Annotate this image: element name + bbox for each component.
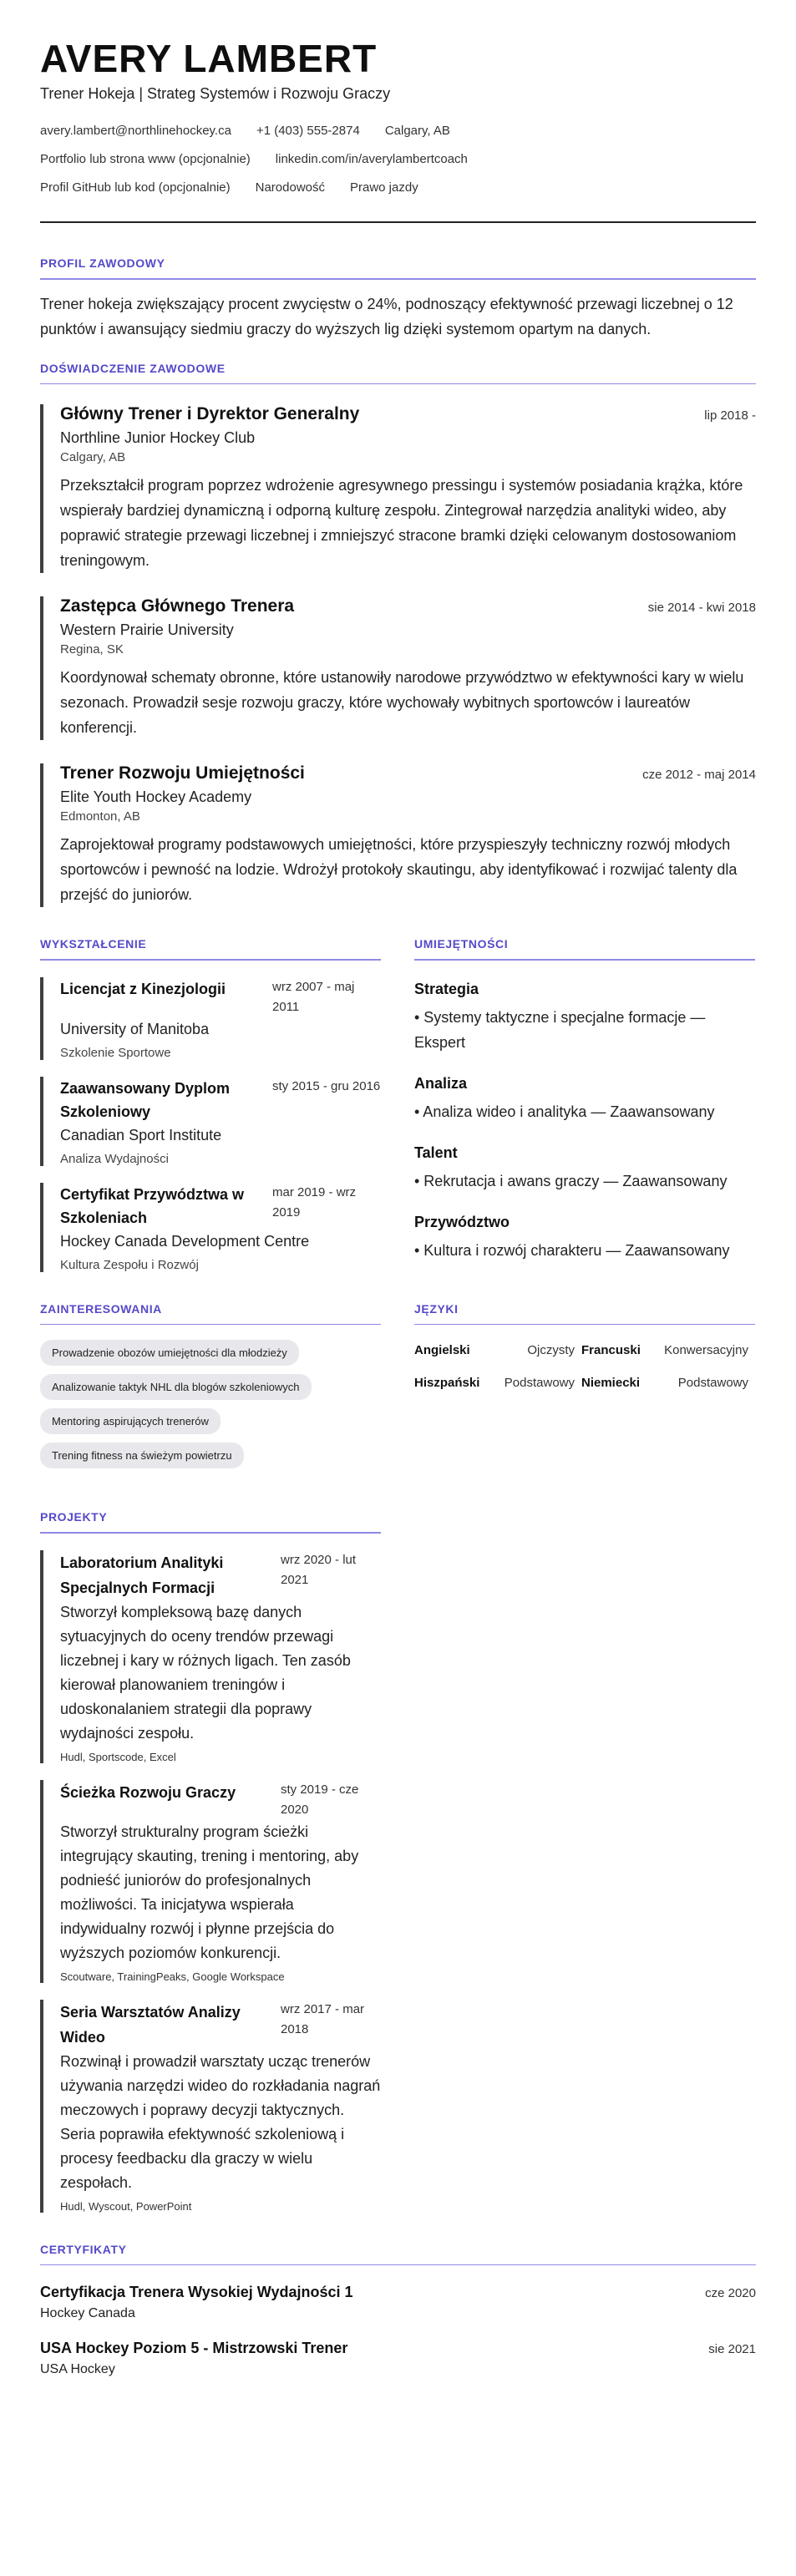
job-title: Zastępca Głównego Trenera [60, 596, 295, 616]
skill-category: Przywództwo [414, 1213, 510, 1230]
summary-text: Trener hokeja zwiększający procent zwycięstw o 24%, podnoszący efektywność przewagi liczebnej o 12 punktów i awansujący siedmiu graczy do wyższych lig dzięki systemom opartym na danych. [40, 295, 733, 337]
education-entry [40, 1077, 381, 1166]
nationality-text: Narodowość [255, 180, 325, 195]
project-entry [40, 1780, 381, 1983]
job-description: Zaprojektował programy podstawowych umiejętności, które przyspieszyły techniczny rozwój młodych sportowców i pewność na lodzie. Wdrożył protokoły skautingu, aby identyfikować i rozwijać talenty dla przejść do juniorów. [60, 836, 738, 903]
skill-item: • Systemy taktyczne i specjalne formacje — Ekspert [414, 1008, 706, 1051]
job-location: Edmonton, AB [60, 809, 140, 824]
language-level: Ojczysty [527, 1343, 575, 1357]
certification-title: USA Hockey Poziom 5 - Mistrzowski Trener [40, 2340, 348, 2356]
location-text: Calgary, AB [384, 123, 450, 138]
certifications-section [40, 2243, 756, 2378]
education-org: University of Manitoba [60, 1020, 210, 1037]
section-title: DOŚWIADCZENIE ZAWODOWE [40, 361, 226, 375]
experience-section [40, 362, 756, 908]
project-date: wrz 2017 - mar 2018 [281, 2001, 365, 2036]
project-date: sty 2019 - cze 2020 [281, 1782, 359, 1817]
header-divider [40, 221, 756, 223]
interest-tag: Analizowanie taktyk NHL dla blogów szkoleniowych [40, 1374, 312, 1400]
certification-entry [40, 2340, 756, 2377]
project-entry [40, 1550, 381, 1763]
skill-item: • Analiza wideo i analityka — Zaawansowany [414, 1103, 715, 1120]
linkedin-link[interactable]: linkedin.com/in/averylambertcoach [275, 151, 468, 166]
education-skills-row [40, 937, 756, 1272]
portfolio-link[interactable]: Portfolio lub strona www (opcjonalnie) [40, 151, 251, 166]
education-date: sty 2015 - gru 2016 [272, 1078, 381, 1093]
job-entry [40, 404, 756, 573]
language-level: Konwersacyjny [664, 1343, 748, 1357]
skill-item: • Kultura i rozwój charakteru — Zaawansowany [414, 1241, 730, 1259]
project-description: Rozwinął i prowadził warsztaty ucząc trenerów używania narzędzi wideo do rozkładania nagrań meczowych i poprawy decyzji taktycznych. Seria poprawiła efektywność szkoleniową i procesy feedbacku dla graczy w wielu zespołach. [60, 2052, 381, 2191]
section-title: PROJEKTY [40, 1510, 108, 1524]
certification-date: cze 2020 [705, 2286, 756, 2300]
project-entry [40, 2000, 381, 2213]
section-title: WYKSZTAŁCENIE [40, 937, 147, 951]
certification-entry [40, 2284, 756, 2321]
project-tools: Hudl, Sportscode, Excel [60, 1750, 176, 1763]
skills-section [414, 937, 755, 1272]
section-divider [40, 383, 756, 385]
education-date: mar 2019 - wrz 2019 [272, 1184, 357, 1220]
job-org: Elite Youth Hockey Academy [60, 789, 252, 805]
driving-license-text: Prawo jazdy [350, 180, 418, 195]
skill-item: • Rekrutacja i awans graczy — Zaawansowany [414, 1172, 728, 1189]
education-title: Licencjat z Kinezjologii [60, 980, 226, 997]
interest-tag: Mentoring aspirujących trenerów [40, 1408, 221, 1434]
certification-title: Certyfikacja Trenera Wysokiej Wydajności 1 [40, 2284, 353, 2300]
job-org: Western Prairie University [60, 621, 234, 638]
education-title: Zaawansowany Dyplom Szkoleniowy [60, 1079, 231, 1120]
language-level: Podstawowy [504, 1376, 575, 1390]
job-location: Calgary, AB [60, 450, 126, 464]
job-entry [40, 763, 756, 907]
section-title: JĘZYKI [414, 1301, 459, 1316]
job-title: Główny Trener i Dyrektor Generalny [60, 404, 360, 423]
section-divider [414, 1324, 755, 1326]
job-description: Przekształcił program poprzez wdrożenie agresywnego pressingu i systemów posiadania krążka, które wspierały bardziej dynamiczną i odporną kulturę zespołu. Zintegrował narzędzia analityki wideo, aby poprawić strategie przewagi liczebnej i zmniejszyć stracone bramki dzięki celowanym dostosowaniom treningowym. [60, 477, 743, 569]
job-date: cze 2012 - maj 2014 [642, 768, 756, 782]
language-name: Francuski [581, 1343, 641, 1357]
education-section [40, 937, 381, 1272]
language-name: Niemiecki [581, 1376, 641, 1390]
section-divider [40, 1532, 381, 1534]
candidate-name: AVERY LAMBERT [40, 37, 378, 80]
section-divider [40, 1324, 381, 1326]
certification-date: sie 2021 [708, 2342, 756, 2356]
section-title: CERTYFIKATY [40, 2242, 127, 2256]
certification-org: USA Hockey [40, 2362, 115, 2376]
section-divider [40, 2264, 756, 2266]
interests-section [40, 1302, 381, 1478]
section-divider [40, 278, 756, 280]
section-title: UMIEJĘTNOŚCI [414, 937, 509, 951]
interest-tag: Trening fitness na świeżym powietrzu [40, 1443, 244, 1468]
skill-category: Talent [414, 1143, 458, 1161]
phone-text: +1 (403) 555-2874 [256, 123, 360, 138]
candidate-tagline: Trener Hokeja | Strateg Systemów i Rozwoju Graczy [40, 85, 391, 102]
education-entry [40, 1183, 381, 1272]
education-org: Canadian Sport Institute [60, 1126, 222, 1143]
summary-section [40, 256, 756, 342]
skill-category: Strategia [414, 980, 479, 997]
certification-org: Hockey Canada [40, 2306, 135, 2320]
languages-section [414, 1302, 755, 1478]
project-title: Ścieżka Rozwoju Graczy [60, 1783, 236, 1801]
job-description: Koordynował schematy obronne, które ustanowiły narodowe przywództwo w efektywności kary w wielu sezonach. Prowadził sesje rozwoju graczy, które wychowały wybitnych sportowców i laureatów konferencji. [60, 669, 744, 736]
project-title: Seria Warsztatów Analizy Wideo [60, 2003, 241, 2046]
language-level: Podstawowy [677, 1376, 748, 1390]
education-org: Hockey Canada Development Centre [60, 1232, 310, 1250]
contact-block [40, 116, 756, 201]
section-divider [40, 959, 381, 961]
education-date: wrz 2007 - maj 2011 [272, 979, 355, 1014]
project-description: Stworzył strukturalny program ścieżki integrujący skauting, trening i mentoring, aby podnieść juniorów do profesjonalnych możliwości. Ta inicjatywa wspierała indywidualny rozwój i płynne przejścia do wyższych poziomów konkurencji. [60, 1823, 359, 1961]
language-name: Angielski [414, 1343, 470, 1357]
section-title: PROFIL ZAWODOWY [40, 256, 165, 270]
skill-category: Analiza [414, 1074, 468, 1092]
job-location: Regina, SK [60, 642, 124, 657]
project-title: Laboratorium Analityki Specjalnych Formacji [60, 1554, 224, 1596]
section-title: ZAINTERESOWANIA [40, 1301, 162, 1316]
interests-languages-row [40, 1302, 756, 1478]
education-note: Kultura Zespołu i Rozwój [60, 1257, 199, 1272]
education-title: Certyfikat Przywództwa w Szkoleniach [60, 1185, 245, 1226]
education-note: Analiza Wydajności [60, 1151, 169, 1166]
project-date: wrz 2020 - lut 2021 [281, 1552, 357, 1587]
email-link[interactable]: avery.lambert@northlinehockey.ca [40, 123, 231, 138]
section-divider [414, 959, 755, 961]
education-entry [40, 977, 381, 1060]
projects-section [40, 1510, 381, 2213]
language-name: Hiszpański [414, 1376, 480, 1390]
project-description: Stworzył kompleksową bazę danych sytuacyjnych do oceny trendów przewagi liczebnej i kary w różnych ligach. Ten zasób kierował planowaniem treningów i udoskonalaniem strategii dla poprawy wydajności zespołu. [60, 1603, 351, 1742]
job-date: lip 2018 - [704, 408, 756, 423]
github-link[interactable]: Profil GitHub lub kod (opcjonalnie) [40, 180, 231, 195]
job-entry [40, 596, 756, 740]
project-tools: Scoutware, TrainingPeaks, Google Workspace [60, 1970, 285, 1983]
interest-tag: Prowadzenie obozów umiejętności dla młodzieży [40, 1340, 299, 1366]
job-title: Trener Rozwoju Umiejętności [60, 763, 305, 783]
education-note: Szkolenie Sportowe [60, 1045, 171, 1060]
job-date: sie 2014 - kwi 2018 [647, 601, 756, 615]
project-tools: Hudl, Wyscout, PowerPoint [60, 2199, 192, 2213]
job-org: Northline Junior Hockey Club [60, 429, 256, 446]
